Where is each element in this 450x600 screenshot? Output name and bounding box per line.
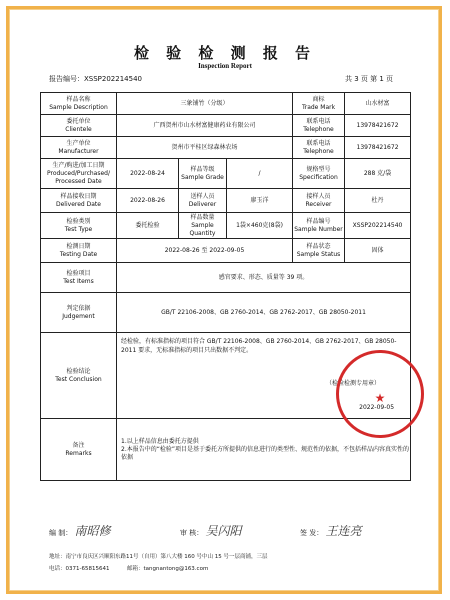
footer-phone: 电话：0371-65815641 [49,566,110,572]
footer-contact [49,564,208,572]
trade-mark-label: 商标 Trade Mark [293,93,345,115]
deliverer-label: 送样人员 Deliverer [179,189,227,213]
test-type-value: 委托检验 [117,213,179,239]
reviewer-signature-block [180,522,241,539]
test-items-value: 感官要求、形态、质量等 39 项。 [117,263,411,293]
seal-star-icon: ★ [374,391,386,405]
remarks-label: 备注 Remarks [41,419,117,481]
sample-name-label: 样品名称 Sample Description [41,93,117,115]
approver-signature: 王连亮 [325,524,362,538]
sample-status-label: 样品状态 Sample Status [293,239,345,263]
testing-date-value: 2022-08-26 至 2022-09-05 [117,239,293,263]
manu-tel-value: 13978421672 [345,137,411,159]
report-number-label: 报告编号： [49,75,84,83]
approver-label: 签 发： [300,529,324,537]
row-testing-date [41,239,411,263]
sample-number-value: XSSP202214540 [345,213,411,239]
report-title: 检 验 检 测 报 告 [133,44,317,62]
row-client [41,115,411,137]
specification-label: 规格型号 Specification [293,159,345,189]
produced-date-label: 生产/购进/加工日期 Produced/Purchased/ Processed Date [41,159,117,189]
client-label: 委托单位 Clientele [41,115,117,137]
sample-quantity-value: 1袋×460克(8袋) [227,213,293,239]
test-items-label: 检验项目 Test Items [41,263,117,293]
sample-grade-value: / [227,159,293,189]
judgement-label: 判定依据 Judgement [41,293,117,333]
produced-date-value: 2022-08-24 [117,159,179,189]
receiver-value: 杜丹 [345,189,411,213]
row-manufacturer [41,137,411,159]
conclusion-value: 经检验，有标准指标的项目符合 GB/T 22106-2008、GB 2760-2014、GB 2762-2017、GB 28050-2011 要求，无标准指标的项目只出数据不判定。 [121,338,397,354]
sample-status-value: 固体 [345,239,411,263]
reviewer-label: 审 核： [180,529,204,537]
row-test-type [41,213,411,239]
sample-name-value: 三象铺竹（分级） [117,93,293,115]
report-subtitle: Inspection Report [198,62,252,70]
row-sample-name [41,93,411,115]
reviewer-signature: 吴闪阳 [205,524,242,538]
delivered-date-label: 样品接收日期 Delivered Date [41,189,117,213]
trade-mark-value: 山水材富 [345,93,411,115]
report-number [49,74,142,84]
judgement-value: GB/T 22106-2008、GB 2760-2014、GB 2762-2017、GB 28050-2011 [117,293,411,333]
row-produced [41,159,411,189]
client-tel-label: 联系电话 Telephone [293,115,345,137]
row-delivered [41,189,411,213]
report-number-value: XSSP202214540 [84,75,142,83]
remarks-line-2: 2.本报告中的“检验”项目是基于委托方所提供的信息进行的类型性、规范性的依据，不包括样品内容真实性的依据 [121,445,409,461]
conclusion-date: 2022-09-05 [359,404,395,411]
delivered-date-value: 2022-08-26 [117,189,179,213]
footer-email: 邮箱：tangnantong@163.com [126,566,209,572]
compiler-signature: 南昭修 [74,524,111,538]
compiler-signature-block [49,522,110,539]
test-type-label: 检验类别 Test Type [41,213,117,239]
row-judgement [41,293,411,333]
receiver-label: 接样人员 Receiver [293,189,345,213]
sample-grade-label: 样品等级 Sample Grade [179,159,227,189]
page-info: 共 3 页 第 1 页 [345,75,394,83]
remarks-line-1: 1.以上样品信息由委托方提供 [121,437,199,445]
deliverer-value: 廖玉洋 [227,189,293,213]
specification-value: 288 克/袋 [345,159,411,189]
footer-address: 地址：南宁市良庆区兴顺阳东路11号（自用）第八大楼 160 号中山 15 号一层商铺，三层 [49,554,268,560]
row-test-items [41,263,411,293]
conclusion-org: （检验检测专用章） [326,380,381,387]
testing-date-label: 检测日期 Testing Date [41,239,117,263]
sample-quantity-label: 样品数量 Sample Quantity [179,213,227,239]
manu-tel-label: 联系电话 Telephone [293,137,345,159]
conclusion-label: 检验结论 Test Conclusion [41,333,117,419]
inspection-seal-stamp [336,350,424,438]
manufacturer-value: 贺州市平桂区绿森林农场 [117,137,293,159]
compiler-label: 编 制： [49,529,73,537]
manufacturer-label: 生产单位 Manufacturer [41,137,117,159]
client-tel-value: 13978421672 [345,115,411,137]
client-value: 广西贺州市山水材富健康药业有限公司 [117,115,293,137]
approver-signature-block [300,522,361,539]
sample-number-label: 样品编号 Sample Number [293,213,345,239]
